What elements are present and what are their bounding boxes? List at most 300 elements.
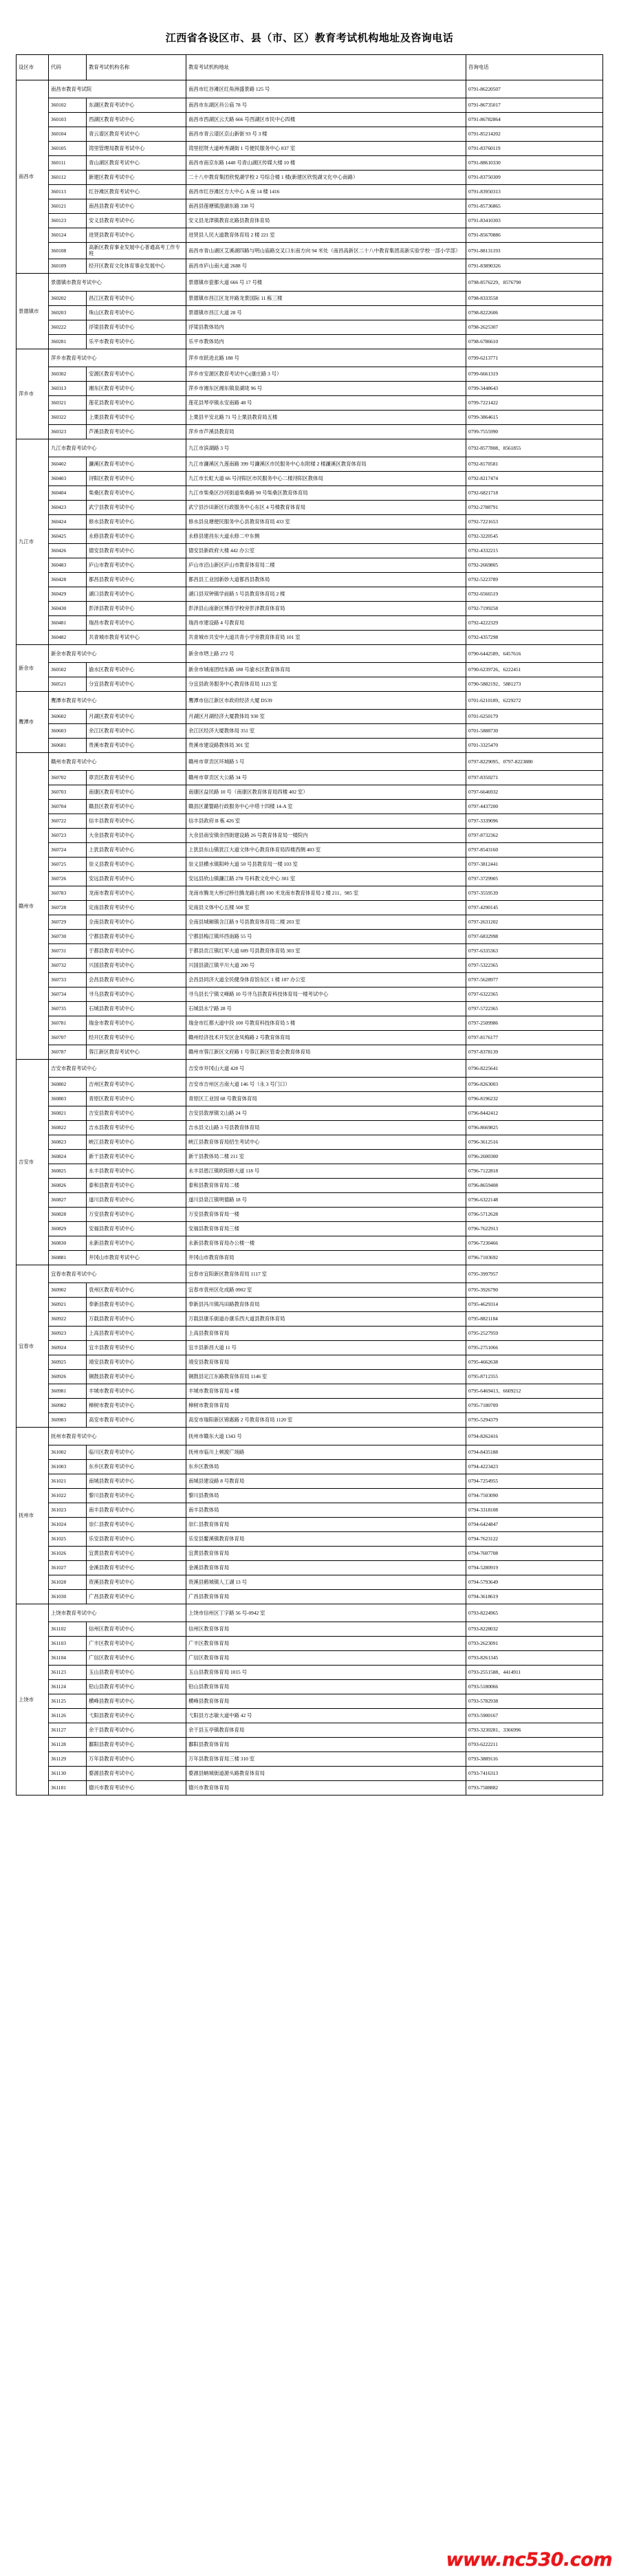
page-title: 江西省各设区市、县（市、区）教育考试机构地址及咨询电话 (165, 33, 454, 44)
cell-phone: 0794-8262416 (466, 1427, 603, 1445)
cell-code: 360111 (49, 156, 87, 171)
cell-institution-name: 红谷滩区教育考试中心 (87, 185, 186, 199)
cell-institution-name: 经开区教育文化体育事业发展中心 (87, 259, 186, 273)
cell-institution-name: 万安县教育考试中心 (87, 1207, 186, 1221)
cell-institution-name: 广信区教育考试中心 (87, 1650, 186, 1665)
table-row (17, 601, 603, 615)
table-row (17, 529, 603, 543)
cell-address: 宜丰县新昌大道 11 号 (186, 1340, 466, 1355)
table-row (17, 1650, 603, 1665)
cell-institution-name: 鄱阳县教育考试中心 (87, 1737, 186, 1751)
cell-code: 360722 (49, 814, 87, 828)
cell-code: 360787 (49, 1045, 87, 1059)
table-row (17, 587, 603, 601)
cell-address: 萍乡市安源区教育考试中心(康庄路 3 号） (186, 367, 466, 381)
cell-phone: 0792-4332215 (466, 543, 603, 558)
cell-phone: 0795-6469413、6609212 (466, 1384, 603, 1398)
cell-address: 二十八中教育集团欣悦湖学校 2 号综合楼 1 楼(新建区欣悦湖文化中心南路） (186, 171, 466, 185)
cell-address: 南昌市庐山南大道 2688 号 (186, 259, 466, 273)
table-row (17, 1355, 603, 1369)
table-row (17, 500, 603, 514)
cell-institution-name: 赣州市教育考试中心 (49, 752, 186, 770)
cell-phone: 0794-5793649 (466, 1575, 603, 1589)
table-row (17, 630, 603, 644)
column-header-name: 教育考试机构名称 (87, 55, 186, 80)
cell-code: 360102 (49, 98, 87, 113)
cell-phone: 0791-83410303 (466, 214, 603, 228)
cell-phone: 0796-8225641 (466, 1059, 603, 1077)
cell-address: 赣州经济技术开发区金凤梅路 2 号教育体育局 (186, 1030, 466, 1045)
cell-institution-name: 上犹县教育考试中心 (87, 842, 186, 857)
cell-code: 360824 (49, 1149, 87, 1164)
cell-institution-name: 永修县教育考试中心 (87, 529, 186, 543)
table-row (17, 1178, 603, 1192)
cell-phone: 0799-7555990 (466, 424, 603, 439)
cell-address: 信州区教育体育局 (186, 1622, 466, 1636)
cell-address: 万载县康乐街道办康乐西大道县教育体育局 (186, 1311, 466, 1326)
cell-code: 360828 (49, 1207, 87, 1221)
cell-institution-name: 珠山区教育考试中心 (87, 305, 186, 320)
cell-code: 361023 (49, 1503, 87, 1517)
cell-address: 湾里招贤大道岭秀湖街 1 号便民服务中心 837 室 (186, 142, 466, 156)
cell-institution-name: 弋阳县教育考试中心 (87, 1708, 186, 1723)
cell-address: 宁都县梅江镇环西南路 55 号 (186, 929, 466, 943)
cell-code: 360105 (49, 142, 87, 156)
city-group-label: 九江市 (17, 439, 49, 644)
cell-code: 360424 (49, 514, 87, 529)
cell-address: 靖安县教育体育局 (186, 1355, 466, 1369)
cell-code: 360802 (49, 1077, 87, 1091)
table-row (17, 243, 603, 259)
cell-code: 361129 (49, 1751, 87, 1766)
table-row (17, 305, 603, 320)
cell-phone: 0797-3729905 (466, 871, 603, 886)
cell-code: 360724 (49, 842, 87, 857)
cell-institution-name: 经开区教育考试中心 (87, 1030, 186, 1045)
cell-address: 广信区教育体育局 (186, 1650, 466, 1665)
cell-phone: 0796-7103692 (466, 1250, 603, 1265)
cell-code: 360826 (49, 1178, 87, 1192)
cell-phone: 0799-3448643 (466, 381, 603, 395)
cell-code: 360983 (49, 1412, 87, 1427)
cell-address: 共青城市共安中大道共青小学旁教育体育局 101 室 (186, 630, 466, 644)
cell-address: 吉安市吉州区古南大道 146 号（永 3 号门口） (186, 1077, 466, 1091)
cell-phone: 0798-6786610 (466, 334, 603, 349)
cell-phone: 0793-5180066 (466, 1679, 603, 1694)
cell-address: 赣州市蓉江新区文府路 1 号蓉江新区管委会教育体育局 (186, 1045, 466, 1059)
cell-address: 青原区工业园 68 号教育体育局 (186, 1091, 466, 1106)
cell-code: 360704 (49, 799, 87, 814)
cell-code: 360426 (49, 543, 87, 558)
cell-phone: 0792-2788791 (466, 500, 603, 514)
cell-phone: 0790-5882192、5881273 (466, 677, 603, 691)
cell-phone: 0795-3997957 (466, 1265, 603, 1282)
cell-phone: 0791-85214202 (466, 127, 603, 142)
table-row (17, 1780, 603, 1795)
cell-phone: 0791-86782864 (466, 113, 603, 127)
cell-code: 360730 (49, 929, 87, 943)
cell-code: 360902 (49, 1282, 87, 1297)
cell-phone: 0794-4223423 (466, 1459, 603, 1474)
cell-address: 南昌市红谷滩区方大中心 A 座 14 楼 1416 (186, 185, 466, 199)
cell-address: 南昌市青云谱区京山新街 93 号 3 楼 (186, 127, 466, 142)
cell-code: 360112 (49, 171, 87, 185)
table-row (17, 1575, 603, 1589)
exam-institution-table (16, 54, 603, 1795)
cell-address: 丰城市教育体育局 4 楼 (186, 1384, 466, 1398)
table-row (17, 857, 603, 871)
table-row (17, 1474, 603, 1488)
table-row (17, 514, 603, 529)
table-row (17, 1369, 603, 1384)
cell-code: 361025 (49, 1531, 87, 1546)
cell-address: 东乡区教体局 (186, 1459, 466, 1474)
cell-institution-name: 遂川县教育考试中心 (87, 1192, 186, 1207)
table-row (17, 1531, 603, 1546)
cell-address: 石城县永宁路 28 号 (186, 1001, 466, 1016)
cell-phone: 0791-85670886 (466, 228, 603, 243)
cell-address: 乐安县鳌溪镇教育体育局 (186, 1531, 466, 1546)
cell-code: 360483 (49, 558, 87, 572)
cell-phone: 0794-7607708 (466, 1546, 603, 1560)
table-row (17, 828, 603, 842)
cell-address: 庐山市沼山新区庐山市教育体育局二楼 (186, 558, 466, 572)
table-row (17, 1059, 603, 1077)
cell-code: 361028 (49, 1575, 87, 1589)
table-row (17, 1665, 603, 1679)
cell-institution-name: 南昌县教育考试中心 (87, 199, 186, 214)
cell-phone: 0792-7199258 (466, 601, 603, 615)
cell-code: 360926 (49, 1369, 87, 1384)
cell-code: 360924 (49, 1340, 87, 1355)
cell-address: 信丰县政府 B 栋 426 室 (186, 814, 466, 828)
cell-code: 360423 (49, 500, 87, 514)
cell-phone: 0792-6821718 (466, 485, 603, 500)
cell-institution-name: 兴国县教育考试中心 (87, 958, 186, 972)
cell-address: 瑞昌市建设路 4 号教育局 (186, 615, 466, 630)
cell-phone: 0793-2623091 (466, 1636, 603, 1650)
table-row (17, 1445, 603, 1459)
cell-institution-name: 昌江区教育考试中心 (87, 291, 186, 305)
table-row (17, 1030, 603, 1045)
cell-address: 湖口县双钟镇学前路 5 号县教育体育局 2 楼 (186, 587, 466, 601)
table-row (17, 1016, 603, 1030)
cell-code: 360921 (49, 1297, 87, 1311)
cell-institution-name: 新建区教育考试中心 (87, 171, 186, 185)
cell-institution-name: 抚州市教育考试中心 (49, 1427, 186, 1445)
cell-code: 361021 (49, 1474, 87, 1488)
cell-address: 万安县教育体育局一楼 (186, 1207, 466, 1221)
cell-institution-name: 上饶市教育考试中心 (49, 1604, 186, 1622)
cell-phone: 0795-2751066 (466, 1340, 603, 1355)
table-row (17, 273, 603, 291)
cell-address: 赣州市章贡区环城路 5 号 (186, 752, 466, 770)
cell-address: 南昌市东湖区肖公庙 78 号 (186, 98, 466, 113)
cell-institution-name: 都昌县教育考试中心 (87, 572, 186, 587)
table-row (17, 1546, 603, 1560)
table-row (17, 457, 603, 471)
cell-phone: 0794-5280919 (466, 1560, 603, 1575)
cell-institution-name: 奉新县教育考试中心 (87, 1297, 186, 1311)
cell-code: 361027 (49, 1560, 87, 1575)
cell-phone: 0795-8821184 (466, 1311, 603, 1326)
table-row (17, 1091, 603, 1106)
cell-institution-name: 青山湖区教育考试中心 (87, 156, 186, 171)
table-row (17, 1207, 603, 1221)
cell-phone: 0793-3230281、3366996 (466, 1723, 603, 1737)
cell-institution-name: 安源区教育考试中心 (87, 367, 186, 381)
cell-institution-name: 安远县教育考试中心 (87, 871, 186, 886)
table-row (17, 1503, 603, 1517)
cell-phone: 0799-6213771 (466, 349, 603, 367)
cell-phone: 0797-3559539 (466, 886, 603, 900)
table-row (17, 1751, 603, 1766)
cell-address: 南丰县教体局 (186, 1503, 466, 1517)
table-row (17, 752, 603, 770)
cell-address: 永新县教育体育局办公楼一楼 (186, 1236, 466, 1250)
cell-address: 万年县教育体育局三楼 310 室 (186, 1751, 466, 1766)
cell-code: 360222 (49, 320, 87, 334)
table-row (17, 1135, 603, 1149)
cell-phone: 0791-83760119 (466, 142, 603, 156)
cell-code: 360521 (49, 677, 87, 691)
cell-phone: 0796-7122818 (466, 1164, 603, 1178)
table-row (17, 1106, 603, 1120)
cell-address: 横峰县教育体育局 (186, 1694, 466, 1708)
cell-institution-name: 横峰县教育考试中心 (87, 1694, 186, 1708)
table-row (17, 127, 603, 142)
cell-code: 360925 (49, 1355, 87, 1369)
cell-address: 余江区经济大厦教体局 351 室 (186, 723, 466, 738)
cell-code: 361002 (49, 1445, 87, 1459)
cell-institution-name: 共青城市教育考试中心 (87, 630, 186, 644)
table-row (17, 367, 603, 381)
cell-address: 资溪县鹤城镇人工湖 13 号 (186, 1575, 466, 1589)
cell-phone: 0794-3318108 (466, 1503, 603, 1517)
cell-address: 永修县建昌东大道永修二中东侧 (186, 529, 466, 543)
cell-phone: 0798-2625307 (466, 320, 603, 334)
cell-institution-name: 广丰区教育考试中心 (87, 1636, 186, 1650)
cell-institution-name: 靖安县教育考试中心 (87, 1355, 186, 1369)
cell-institution-name: 宜黄县教育考试中心 (87, 1546, 186, 1560)
column-header-code: 代码 (49, 55, 87, 80)
cell-institution-name: 南丰县教育考试中心 (87, 1503, 186, 1517)
cell-address: 九江市长虹大道 66 号浔阳区市民服务中心二楼浔阳区教体局 (186, 471, 466, 485)
cell-address: 乐平市教体局内 (186, 334, 466, 349)
table-row (17, 1120, 603, 1135)
cell-institution-name: 东湖区教育考试中心 (87, 98, 186, 113)
cell-phone: 0797-3339096 (466, 814, 603, 828)
cell-institution-name: 蓉江新区教育考试中心 (87, 1045, 186, 1059)
cell-institution-name: 宜春市教育考试中心 (49, 1265, 186, 1282)
cell-phone: 0797-8350271 (466, 770, 603, 785)
cell-address: 金溪县教育体育局 (186, 1560, 466, 1575)
cell-phone: 0795-3926790 (466, 1282, 603, 1297)
cell-address: 景德镇市昌江区龙井路龙景国际 11 栋三楼 (186, 291, 466, 305)
cell-code: 360430 (49, 601, 87, 615)
table-row (17, 842, 603, 857)
cell-phone: 0795-5294379 (466, 1412, 603, 1427)
cell-code: 360725 (49, 857, 87, 871)
cell-institution-name: 石城县教育考试中心 (87, 1001, 186, 1016)
cell-address: 上栗县平安北路 71 号上栗县教育局五楼 (186, 410, 466, 424)
cell-code: 360302 (49, 367, 87, 381)
table-row (17, 1265, 603, 1282)
cell-code: 360881 (49, 1250, 87, 1265)
cell-phone: 0794-3618619 (466, 1589, 603, 1604)
cell-code: 360404 (49, 485, 87, 500)
cell-institution-name: 崇义县教育考试中心 (87, 857, 186, 871)
cell-code: 361127 (49, 1723, 87, 1737)
cell-address: 婺源县蚺城街道源头路教育体育局 (186, 1766, 466, 1780)
table-row (17, 677, 603, 691)
cell-institution-name: 寻乌县教育考试中心 (87, 987, 186, 1001)
cell-phone: 0793-7416313 (466, 1766, 603, 1780)
cell-institution-name: 贵溪市教育考试中心 (87, 738, 186, 752)
table-row (17, 291, 603, 305)
cell-phone: 0701-6210189、6229272 (466, 691, 603, 709)
cell-address: 吉安市井冈山大道 428 号 (186, 1059, 466, 1077)
cell-phone: 0792-3220545 (466, 529, 603, 543)
cell-address: 龙南市腾龙大桥过桥往腾龙路右侧 100 米龙南市教育体育局 2 楼 211、985 室 (186, 886, 466, 900)
cell-phone: 0797-2631202 (466, 915, 603, 929)
cell-phone: 0794-8435188 (466, 1445, 603, 1459)
cell-code: 361102 (49, 1622, 87, 1636)
table-row (17, 770, 603, 785)
cell-code: 360502 (49, 662, 87, 677)
cell-address: 鄱阳县教育体育局 (186, 1737, 466, 1751)
cell-institution-name: 鹰潭市教育考试中心 (49, 691, 186, 709)
cell-phone: 0793-8261345 (466, 1650, 603, 1665)
cell-phone: 0798-8222606 (466, 305, 603, 320)
table-row (17, 915, 603, 929)
cell-institution-name: 定南县教育考试中心 (87, 900, 186, 915)
cell-address: 新干县教体局二楼 211 室 (186, 1149, 466, 1164)
cell-code: 360703 (49, 785, 87, 799)
cell-code: 360402 (49, 457, 87, 471)
cell-institution-name: 丰城市教育考试中心 (87, 1384, 186, 1398)
cell-institution-name: 渝水区教育考试中心 (87, 662, 186, 677)
table-row (17, 1340, 603, 1355)
table-row (17, 900, 603, 915)
cell-code: 361181 (49, 1780, 87, 1795)
cell-address: 分宜县政务服务中心教育体育局 1123 室 (186, 677, 466, 691)
cell-address: 修水县良塘便民服务中心县教育体育局 433 室 (186, 514, 466, 529)
cell-address: 浮梁县教体局内 (186, 320, 466, 334)
cell-address: 月湖区月湖经济大厦教体局 930 室 (186, 709, 466, 723)
table-row (17, 1236, 603, 1250)
cell-phone: 0795-8712355 (466, 1369, 603, 1384)
city-group-label: 新余市 (17, 644, 49, 691)
table-row (17, 1723, 603, 1737)
cell-address: 武宁县沙田新区行政服务中心东区 4 号楼教育体育局 (186, 500, 466, 514)
table-row (17, 1679, 603, 1694)
cell-phone: 0797-5722365 (466, 1001, 603, 1016)
table-row (17, 1737, 603, 1751)
table-row (17, 381, 603, 395)
table-row (17, 113, 603, 127)
cell-institution-name: 吉州区教育考试中心 (87, 1077, 186, 1091)
cell-code: 360829 (49, 1221, 87, 1236)
cell-institution-name: 铜鼓县教育考试中心 (87, 1369, 186, 1384)
cell-address: 赣州市章贡区大公路 34 号 (186, 770, 466, 785)
cell-institution-name: 青原区教育考试中心 (87, 1091, 186, 1106)
table-row (17, 1488, 603, 1503)
cell-code: 360104 (49, 127, 87, 142)
table-row (17, 1560, 603, 1575)
city-group-label: 吉安市 (17, 1059, 49, 1265)
cell-phone: 0793-5900167 (466, 1708, 603, 1723)
city-group-label: 景德镇市 (17, 273, 49, 349)
cell-address: 进贤县人民大道教育体育局 2 楼 221 室 (186, 228, 466, 243)
table-row (17, 972, 603, 987)
cell-code: 361124 (49, 1679, 87, 1694)
cell-institution-name: 峡江县教育考试中心 (87, 1135, 186, 1149)
cell-address: 余干县玉亭镇教育体育局 (186, 1723, 466, 1737)
cell-phone: 0792-8217474 (466, 471, 603, 485)
table-row (17, 1604, 603, 1622)
table-row (17, 142, 603, 156)
cell-institution-name: 崇仁县教育考试中心 (87, 1517, 186, 1531)
cell-code: 361024 (49, 1517, 87, 1531)
cell-address: 九江市滨湖路 3 号 (186, 439, 466, 457)
cell-institution-name: 新干县教育考试中心 (87, 1149, 186, 1164)
cell-phone: 0798-8576229、8576790 (466, 273, 603, 291)
cell-code: 360923 (49, 1326, 87, 1340)
cell-code: 361104 (49, 1650, 87, 1665)
cell-code: 360281 (49, 334, 87, 349)
table-row (17, 1589, 603, 1604)
cell-phone: 0797-3812441 (466, 857, 603, 871)
table-row (17, 185, 603, 199)
cell-phone: 0797-4290145 (466, 900, 603, 915)
cell-code: 360735 (49, 1001, 87, 1016)
city-group-label: 赣州市 (17, 752, 49, 1059)
cell-address: 安远县欣山镇濂江路 278 号科教文化中心 301 室 (186, 871, 466, 886)
cell-institution-name: 瑞金市教育考试中心 (87, 1016, 186, 1030)
table-row (17, 1045, 603, 1059)
table-row (17, 871, 603, 886)
table-row (17, 558, 603, 572)
cell-code: 360981 (49, 1384, 87, 1398)
cell-phone: 0797-8543160 (466, 842, 603, 857)
cell-code: 360425 (49, 529, 87, 543)
cell-phone: 0793-8224965 (466, 1604, 603, 1622)
cell-code: 360728 (49, 900, 87, 915)
cell-address: 吉安县敦厚镇文山路 24 号 (186, 1106, 466, 1120)
cell-institution-name: 吉安县教育考试中心 (87, 1106, 186, 1120)
cell-institution-name: 柴桑区教育考试中心 (87, 485, 186, 500)
cell-code: 360124 (49, 228, 87, 243)
table-row (17, 214, 603, 228)
cell-address: 南昌市西湖区云天路 666 号西湖区市民中心四楼 (186, 113, 466, 127)
table-row (17, 1766, 603, 1780)
cell-code: 360113 (49, 185, 87, 199)
cell-institution-name: 章贡区教育考试中心 (87, 770, 186, 785)
cell-code: 360603 (49, 723, 87, 738)
cell-phone: 0795-7180709 (466, 1398, 603, 1412)
cell-address: 新余市城南团结东路 188 号渝水区教育体育局 (186, 662, 466, 677)
cell-phone: 0797-2509986 (466, 1016, 603, 1030)
cell-institution-name: 德安县教育考试中心 (87, 543, 186, 558)
cell-code: 360726 (49, 871, 87, 886)
cell-phone: 0797-6322365 (466, 987, 603, 1001)
table-row (17, 1412, 603, 1427)
cell-institution-name: 东乡区教育考试中心 (87, 1459, 186, 1474)
cell-phone: 0794-6424847 (466, 1517, 603, 1531)
cell-code: 360702 (49, 770, 87, 785)
cell-code: 360731 (49, 943, 87, 958)
